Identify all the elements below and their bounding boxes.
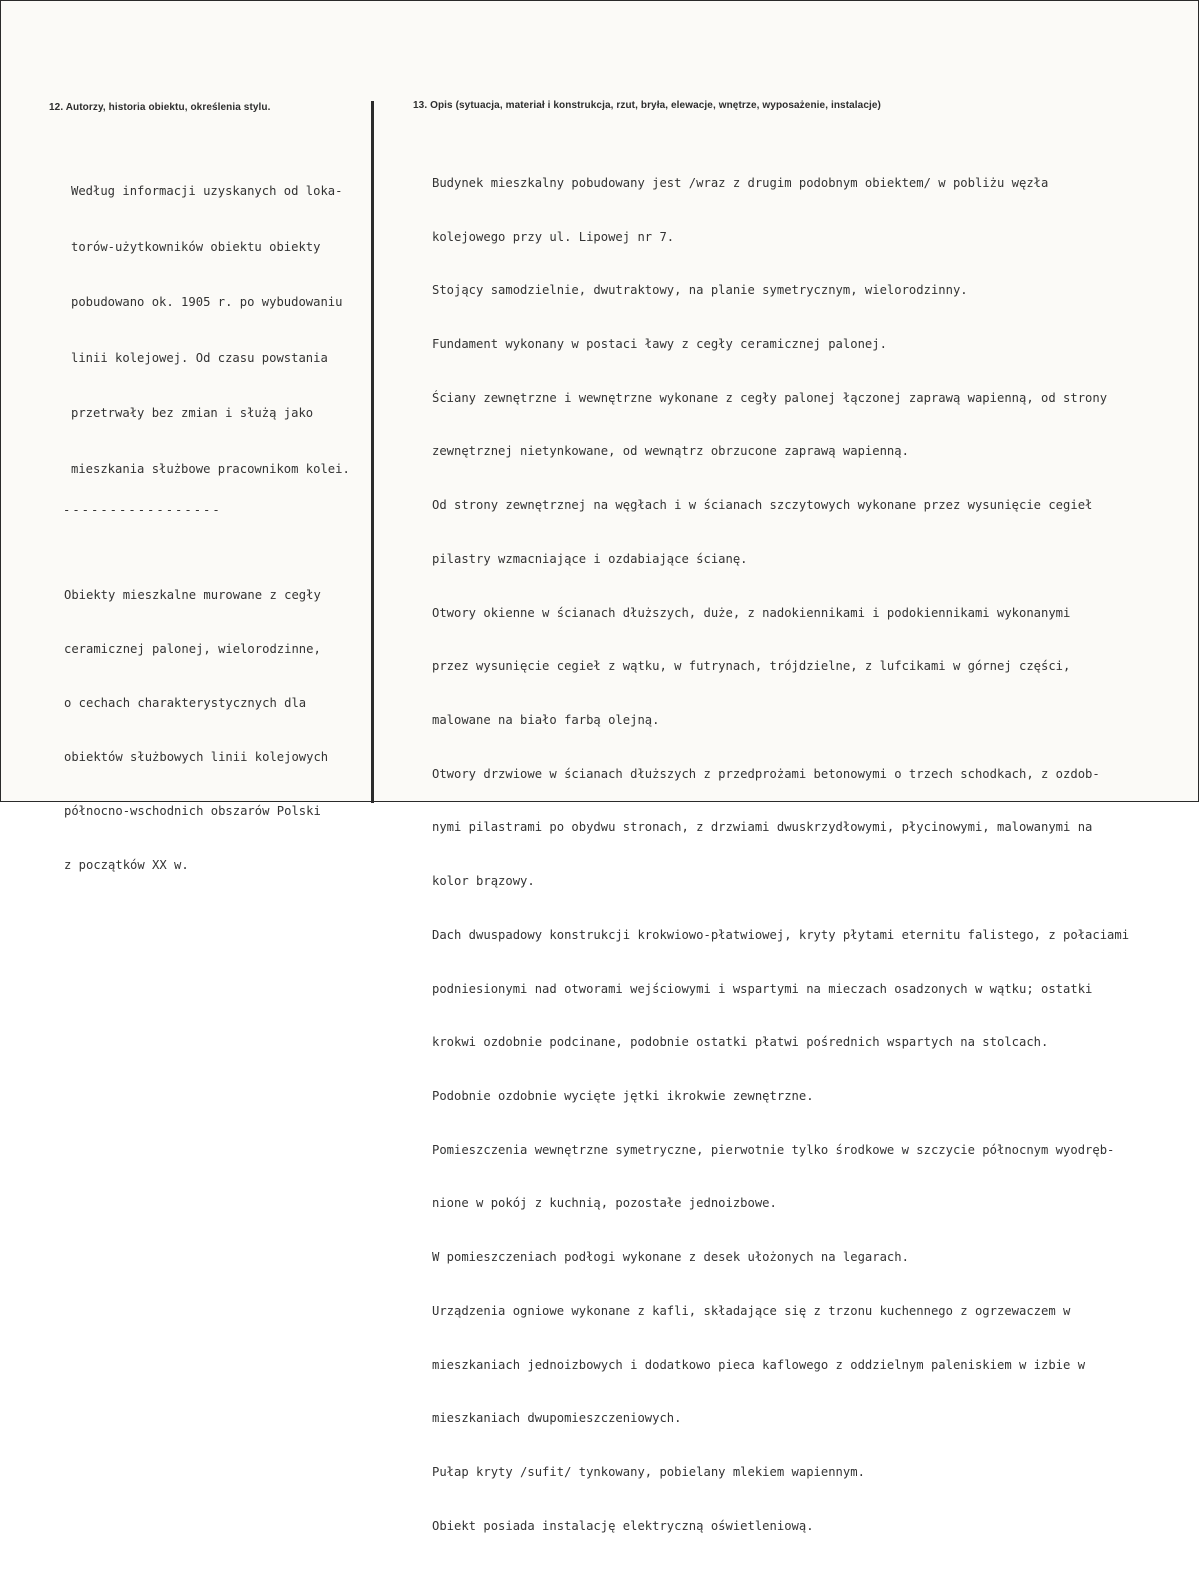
text-line: krokwi ozdobnie podcinane, podobnie ostatki płatwi pośrednich wspartych na stolcach. [432, 1035, 1049, 1050]
text-line: przez wysunięcie cegieł z wątku, w futrynach, trójdzielne, z lufcikami w górnej części, [432, 659, 1071, 674]
text-line: o cechach charakterystycznych dla [64, 696, 307, 710]
text-line: kolejowego przy ul. Lipowej nr 7. [432, 229, 675, 244]
text-line: mieszkaniach jednoizbowych i dodatkowo pieca kaflowego z oddzielnym paleniskiem w izbie w [432, 1357, 1086, 1372]
text-line: przetrwały bez zmian i służą jako [71, 406, 314, 420]
text-line: Ściany zewnętrzne i wewnętrzne wykonane z cegły palonej łączonej zaprawą wapienną, od strony [432, 390, 1108, 405]
text-line: W pomieszczeniach podłogi wykonane z desek ułożonych na legarach. [432, 1250, 909, 1265]
column-divider [371, 101, 374, 803]
text-line: pobudowano ok. 1905 r. po wybudowaniu [71, 295, 343, 309]
text-line: zewnętrznej nietynkowane, od wewnątrz obrzucone zaprawą wapienną. [432, 444, 909, 459]
text-line: Dach dwuspadowy konstrukcji krokwiowo-płatwiowej, kryty płytami eternitu falistego, z połaciami [432, 927, 1130, 942]
text-line: torów-użytkowników obiektu obiekty [71, 239, 321, 254]
text-line: Obiekty mieszkalne murowane z cegły [64, 588, 321, 602]
section-12-heading: 12. Autorzy, historia obiektu, określenia stylu. [49, 102, 271, 113]
text-line: malowane na biało farbą olejną. [432, 713, 660, 727]
text-line: Budynek mieszkalny pobudowany jest /wraz z drugim podobnym obiektem/ w pobliżu węzła [432, 175, 1049, 190]
text-line: podniesionymi nad otworami wejściowymi i wspartymi na mieczach osadzonych w wątku; ostatki [432, 981, 1093, 996]
text-line: ceramicznej palonej, wielorodzinne, [64, 642, 321, 656]
text-line: Otwory okienne w ścianach dłuższych, duże, z nadokiennikami i podokiennikami wykonanymi [432, 605, 1071, 620]
text-line: linii kolejowej. Od czasu powstania [71, 350, 328, 365]
text-line: nione w pokój z kuchnią, pozostałe jednoizbowe. [432, 1196, 777, 1211]
text-line: Pomieszczenia wewnętrzne symetryczne, pierwotnie tylko środkowe w szczycie północnym wyodręb- [432, 1142, 1115, 1157]
section-13-heading: 13. Opis (sytuacja, materiał i konstrukcja, rzut, bryła, elewacje, wnętrze, wyposażenie, instalacje) [413, 100, 881, 111]
text-line: mieszkania służbowe pracownikom kolei. [71, 461, 350, 476]
text-line: obiektów służbowych linii kolejowych [64, 750, 329, 764]
text-line: Obiekt posiada instalację elektryczną oświetleniową. [432, 1518, 814, 1533]
style-summary-text [64, 550, 328, 910]
text-line: Według informacji uzyskanych od loka- [71, 184, 343, 198]
text-line: Otwory drzwiowe w ścianach dłuższych z przedprożami betonowymi o trzech schodkach, z ozdob- [432, 766, 1100, 781]
text-line: pilastry wzmacniające i ozdabiające ścianę. [432, 551, 748, 566]
text-line: północno-wschodnich obszarów Polski [64, 804, 321, 818]
section-12-text [71, 145, 350, 515]
text-line: z początków XX w. [64, 858, 189, 872]
text-line: Podobnie ozdobnie wycięte jętki ikrokwie zewnętrzne. [432, 1089, 814, 1104]
text-line: Urządzenia ogniowe wykonane z kafli, składające się z trzonu kuchennego z ogrzewaczem w [432, 1303, 1071, 1318]
text-line: nymi pilastrami po obydwu stronach, z drzwiami dwuskrzydłowymi, płycinowymi, malowanymi na [432, 820, 1093, 835]
section-13-text [432, 139, 1129, 1572]
text-line: kolor brązowy. [432, 874, 535, 889]
text-line: Stojący samodzielnie, dwutraktowy, na planie symetrycznym, wielorodzinny. [432, 283, 968, 298]
text-line: Fundament wykonany w postaci ławy z cegły ceramicznej palonej. [432, 336, 887, 351]
text-line: mieszkaniach dwupomieszczeniowych. [432, 1411, 682, 1426]
dashed-separator: ----------------- [63, 503, 222, 517]
text-line: Pułap kryty /sufit/ tynkowany, pobielany mlekiem wapiennym. [432, 1465, 865, 1480]
text-line: Od strony zewnętrznej na węgłach i w ścianach szczytowych wykonane przez wysunięcie cegieł [432, 498, 1093, 513]
